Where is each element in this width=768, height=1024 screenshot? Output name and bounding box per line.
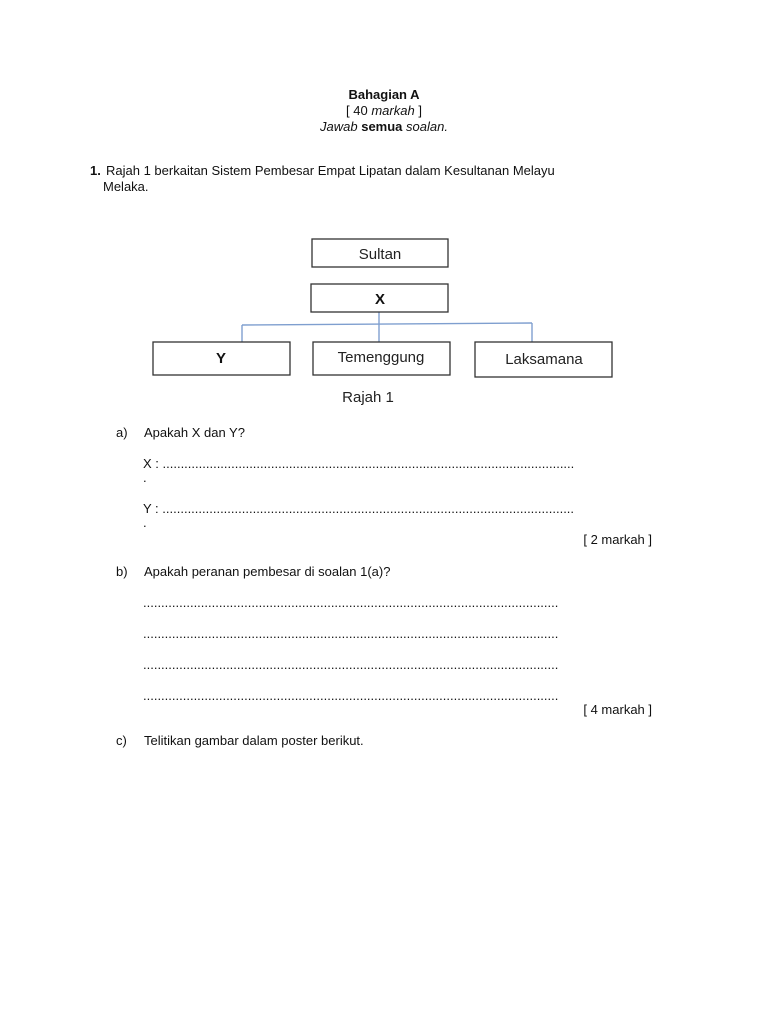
box-y (153, 342, 290, 375)
answer-line-b3[interactable]: ................................................................................................................... (143, 657, 559, 672)
question-number: 1. (90, 163, 101, 178)
part-a-label: a) (116, 425, 128, 440)
box-x-label: X (374, 291, 386, 308)
answer-line-b4[interactable]: ................................................................................................................... (143, 688, 559, 703)
answer-line-x[interactable] (143, 456, 574, 471)
instruction-bold: semua (361, 119, 403, 134)
marks-close: ] (414, 103, 422, 118)
answer-line-b1[interactable]: ................................................................................................................... (143, 595, 559, 610)
instruction-pre: Jawab (320, 119, 362, 134)
box-sultan (312, 239, 448, 267)
answer-y-dots: .................................................................................................................. (162, 501, 575, 516)
part-b-label: b) (116, 564, 128, 579)
question-text-line1: Rajah 1 berkaitan Sistem Pembesar Empat Lipatan dalam Kesultanan Melayu (106, 163, 555, 178)
box-y-label: Y (215, 350, 227, 367)
instruction-post: soalan. (402, 119, 448, 134)
answer-line-b2[interactable]: ................................................................................................................... (143, 626, 559, 641)
answer-y-trail: . (143, 515, 147, 530)
part-a-question: Apakah X dan Y? (144, 425, 245, 440)
box-temenggung-label: Temenggung (337, 349, 425, 366)
section-title: Bahagian A (348, 87, 420, 102)
connector-horizontal (242, 323, 532, 325)
question-text-line2: Melaka. (103, 179, 149, 194)
answer-x-prefix: X : (143, 456, 163, 471)
box-laksamana (475, 342, 612, 377)
part-a-marks: [ 2 markah ] (583, 532, 652, 547)
box-temenggung (313, 342, 450, 375)
marks-word: markah (371, 103, 415, 118)
box-x (311, 284, 448, 312)
answer-line-y[interactable] (143, 501, 574, 516)
part-c-question: Telitikan gambar dalam poster berikut. (144, 733, 364, 748)
answer-y-prefix: Y : (143, 501, 163, 516)
part-b-question: Apakah peranan pembesar di soalan 1(a)? (144, 564, 391, 579)
part-c-label: c) (116, 733, 127, 748)
box-laksamana-label: Laksamana (505, 351, 583, 368)
answer-x-dots: .................................................................................................................. (162, 456, 575, 471)
answer-x-trail: . (143, 470, 147, 485)
marks-open: [ 40 (346, 103, 372, 118)
rajah-1-diagram (0, 0, 768, 420)
diagram-caption: Rajah 1 (342, 389, 394, 406)
box-sultan-label: Sultan (358, 246, 402, 263)
part-b-marks: [ 4 markah ] (583, 702, 652, 717)
